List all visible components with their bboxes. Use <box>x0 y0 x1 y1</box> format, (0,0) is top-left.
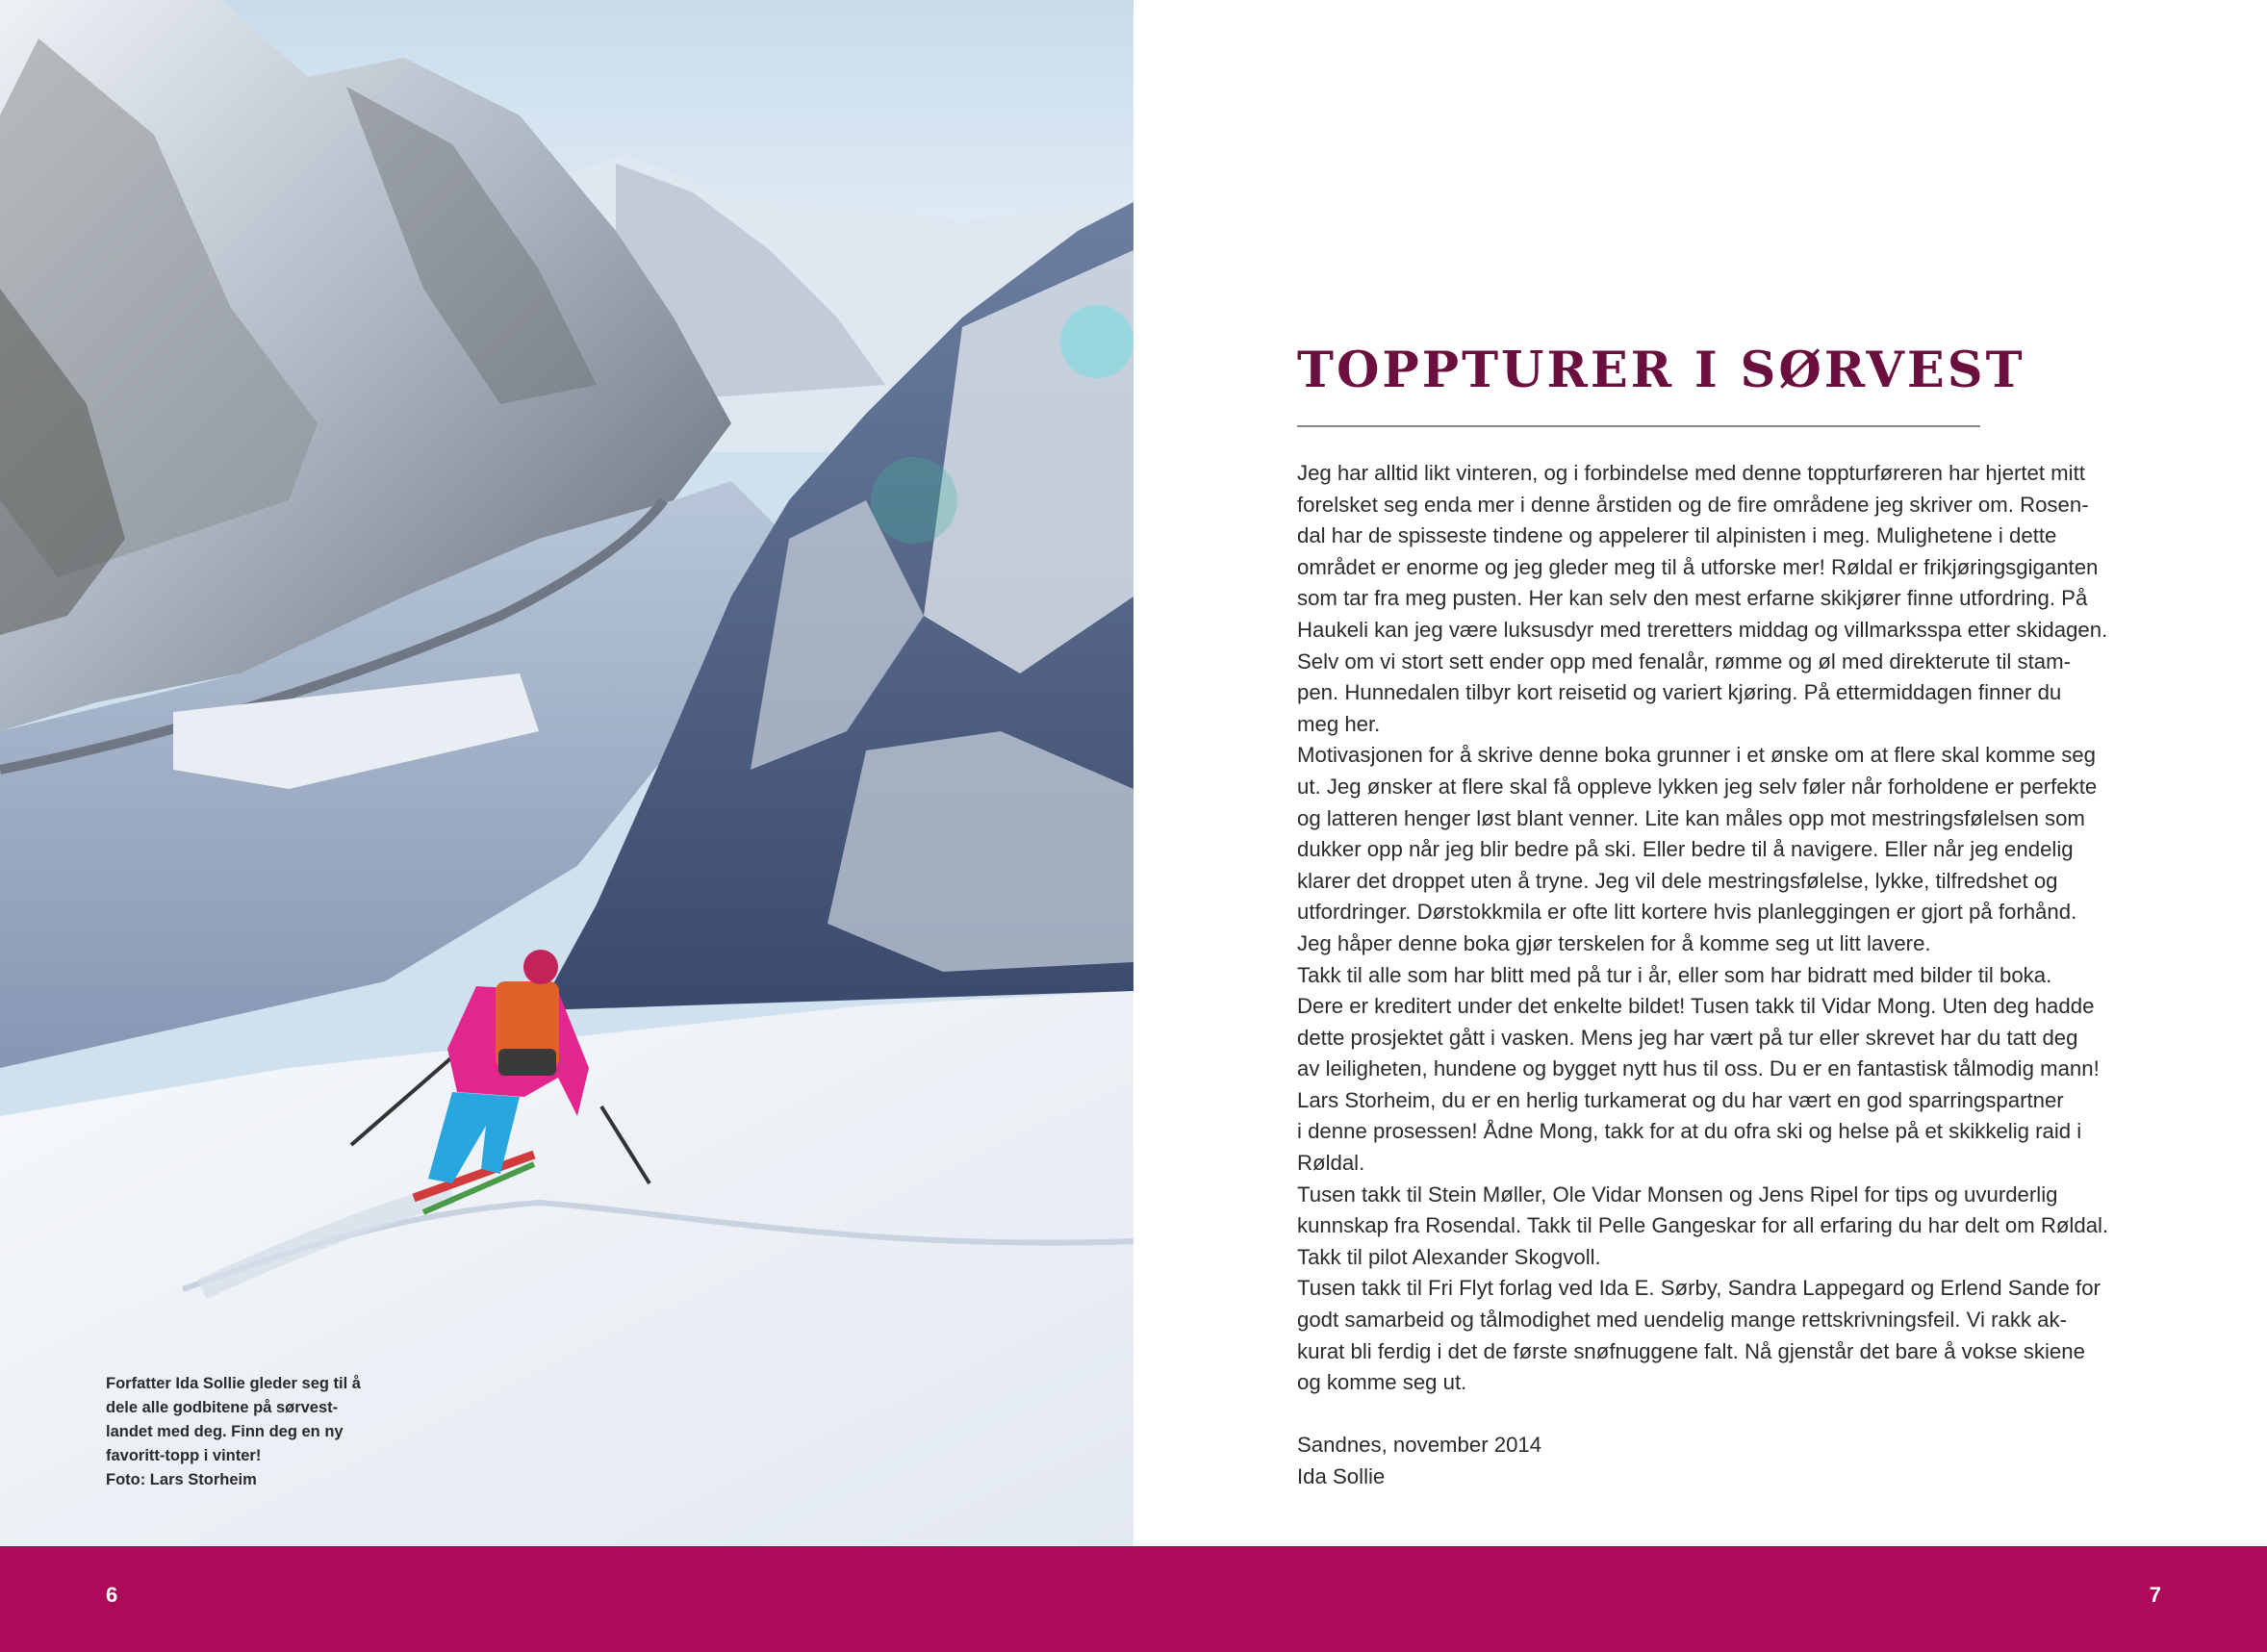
body-line: Jeg har alltid likt vinteren, og i forbindelse med denne toppturføreren har hjertet mitt <box>1297 461 2085 485</box>
body-line: utfordringer. Dørstokkmila er ofte litt kortere hvis planleggingen er gjort på forhånd. <box>1297 900 2077 925</box>
footer-band <box>0 1546 2267 1652</box>
body-line: godt samarbeid og tålmodighet med uendelig mange rettskrivningsfeil. Vi rakk ak- <box>1297 1308 2067 1333</box>
body-line: Motivasjonen for å skrive denne boka grunner i et ønske om at flere skal komme seg <box>1297 743 2096 768</box>
caption-line: landet med deg. Finn deg en ny <box>106 1423 344 1440</box>
body-text <box>1297 458 2182 1493</box>
body-line: som tar fra meg pusten. Her kan selv den mest erfarne skikjører finne utfordring. På <box>1297 586 2088 611</box>
text-page <box>1134 0 2267 1546</box>
caption-line: dele alle godbitene på sørvest- <box>106 1399 339 1416</box>
caption-line: favoritt-topp i vinter! <box>106 1447 262 1464</box>
caption-credit: Foto: Lars Storheim <box>106 1471 257 1488</box>
photo-caption <box>106 1372 395 1492</box>
body-line: meg her. <box>1297 711 1381 736</box>
body-line: pen. Hunnedalen tilbyr kort reisetid og variert kjøring. På ettermiddagen finner du <box>1297 680 2062 705</box>
body-line: forelsket seg enda mer i denne årstiden og de fire områdene jeg skriver om. Rosen- <box>1297 492 2089 517</box>
body-line: Haukeli kan jeg være luksusdyr med treretters middag og villmarksspa etter skidagen. <box>1297 617 2108 642</box>
body-line: Takk til alle som har blitt med på tur i år, eller som har bidratt med bilder til boka. <box>1297 962 2052 987</box>
body-line: dal har de spisseste tindene og appelerer til alpinisten i meg. Mulighetene i dette <box>1297 523 2057 548</box>
body-line: området er enorme og jeg gleder meg til å utforske mer! Røldal er frikjøringsgiganten <box>1297 554 2099 579</box>
page-title: TOPPTURER I SØRVEST <box>1297 342 2025 399</box>
signature-place-date: Sandnes, november 2014 <box>1297 1433 1542 1458</box>
page-number-right: 7 <box>2149 1583 2161 1607</box>
body-line: dukker opp når jeg blir bedre på ski. Eller bedre til å navigere. Eller når jeg endelig <box>1297 837 2074 862</box>
body-line: i denne prosessen! Ådne Mong, takk for at du ofra ski og helse på et skikkelig raid i <box>1297 1119 2082 1144</box>
body-line: Røldal. <box>1297 1151 1365 1176</box>
skier-photo <box>0 0 1134 1546</box>
signature-author: Ida Sollie <box>1297 1464 1386 1488</box>
caption-line: Forfatter Ida Sollie gleder seg til å <box>106 1375 361 1392</box>
body-line: Tusen takk til Stein Møller, Ole Vidar Monsen og Jens Ripel for tips og uvurderlig <box>1297 1182 2058 1207</box>
body-line: Selv om vi stort sett ender opp med fenalår, rømme og øl med direkterute til stam- <box>1297 648 2071 674</box>
body-line: av leiligheten, hundene og bygget nytt hus til oss. Du er en fantastisk tålmodig mann! <box>1297 1056 2100 1081</box>
body-line: og komme seg ut. <box>1297 1370 1467 1395</box>
page-number-left: 6 <box>106 1583 118 1607</box>
photo-skier-icon <box>0 0 1134 1546</box>
body-line: kunnskap fra Rosendal. Takk til Pelle Gangeskar for all erfaring du har delt om Røldal. <box>1297 1213 2109 1238</box>
title-rule <box>1297 425 1980 427</box>
paragraph-gap <box>1297 1399 2182 1431</box>
body-line: Takk til pilot Alexander Skogvoll. <box>1297 1244 1601 1269</box>
body-line: klarer det droppet uten å tryne. Jeg vil dele mestringsfølelse, lykke, tilfredshet og <box>1297 868 2058 893</box>
body-line: og latteren henger løst blant venner. Lite kan måles opp mot mestringsfølelsen som <box>1297 805 2085 830</box>
body-line: ut. Jeg ønsker at flere skal få oppleve lykken jeg selv føler når forholdene er perfekte <box>1297 774 2098 799</box>
body-line: Jeg håper denne boka gjør terskelen for å komme seg ut litt lavere. <box>1297 930 1931 955</box>
body-line: Dere er kreditert under det enkelte bildet! Tusen takk til Vidar Mong. Uten deg hadde <box>1297 994 2095 1019</box>
body-line: Lars Storheim, du er en herlig turkamerat og du har vært en god sparringspartner <box>1297 1087 2064 1112</box>
body-line: kurat bli ferdig i det de første snøfnuggene falt. Nå gjenstår det bare å vokse skiene <box>1297 1338 2085 1363</box>
body-line: Tusen takk til Fri Flyt forlag ved Ida E. Sørby, Sandra Lappegard og Erlend Sande for <box>1297 1276 2101 1301</box>
body-line: dette prosjektet gått i vasken. Mens jeg har vært på tur eller skrevet har du tatt deg <box>1297 1025 2078 1050</box>
